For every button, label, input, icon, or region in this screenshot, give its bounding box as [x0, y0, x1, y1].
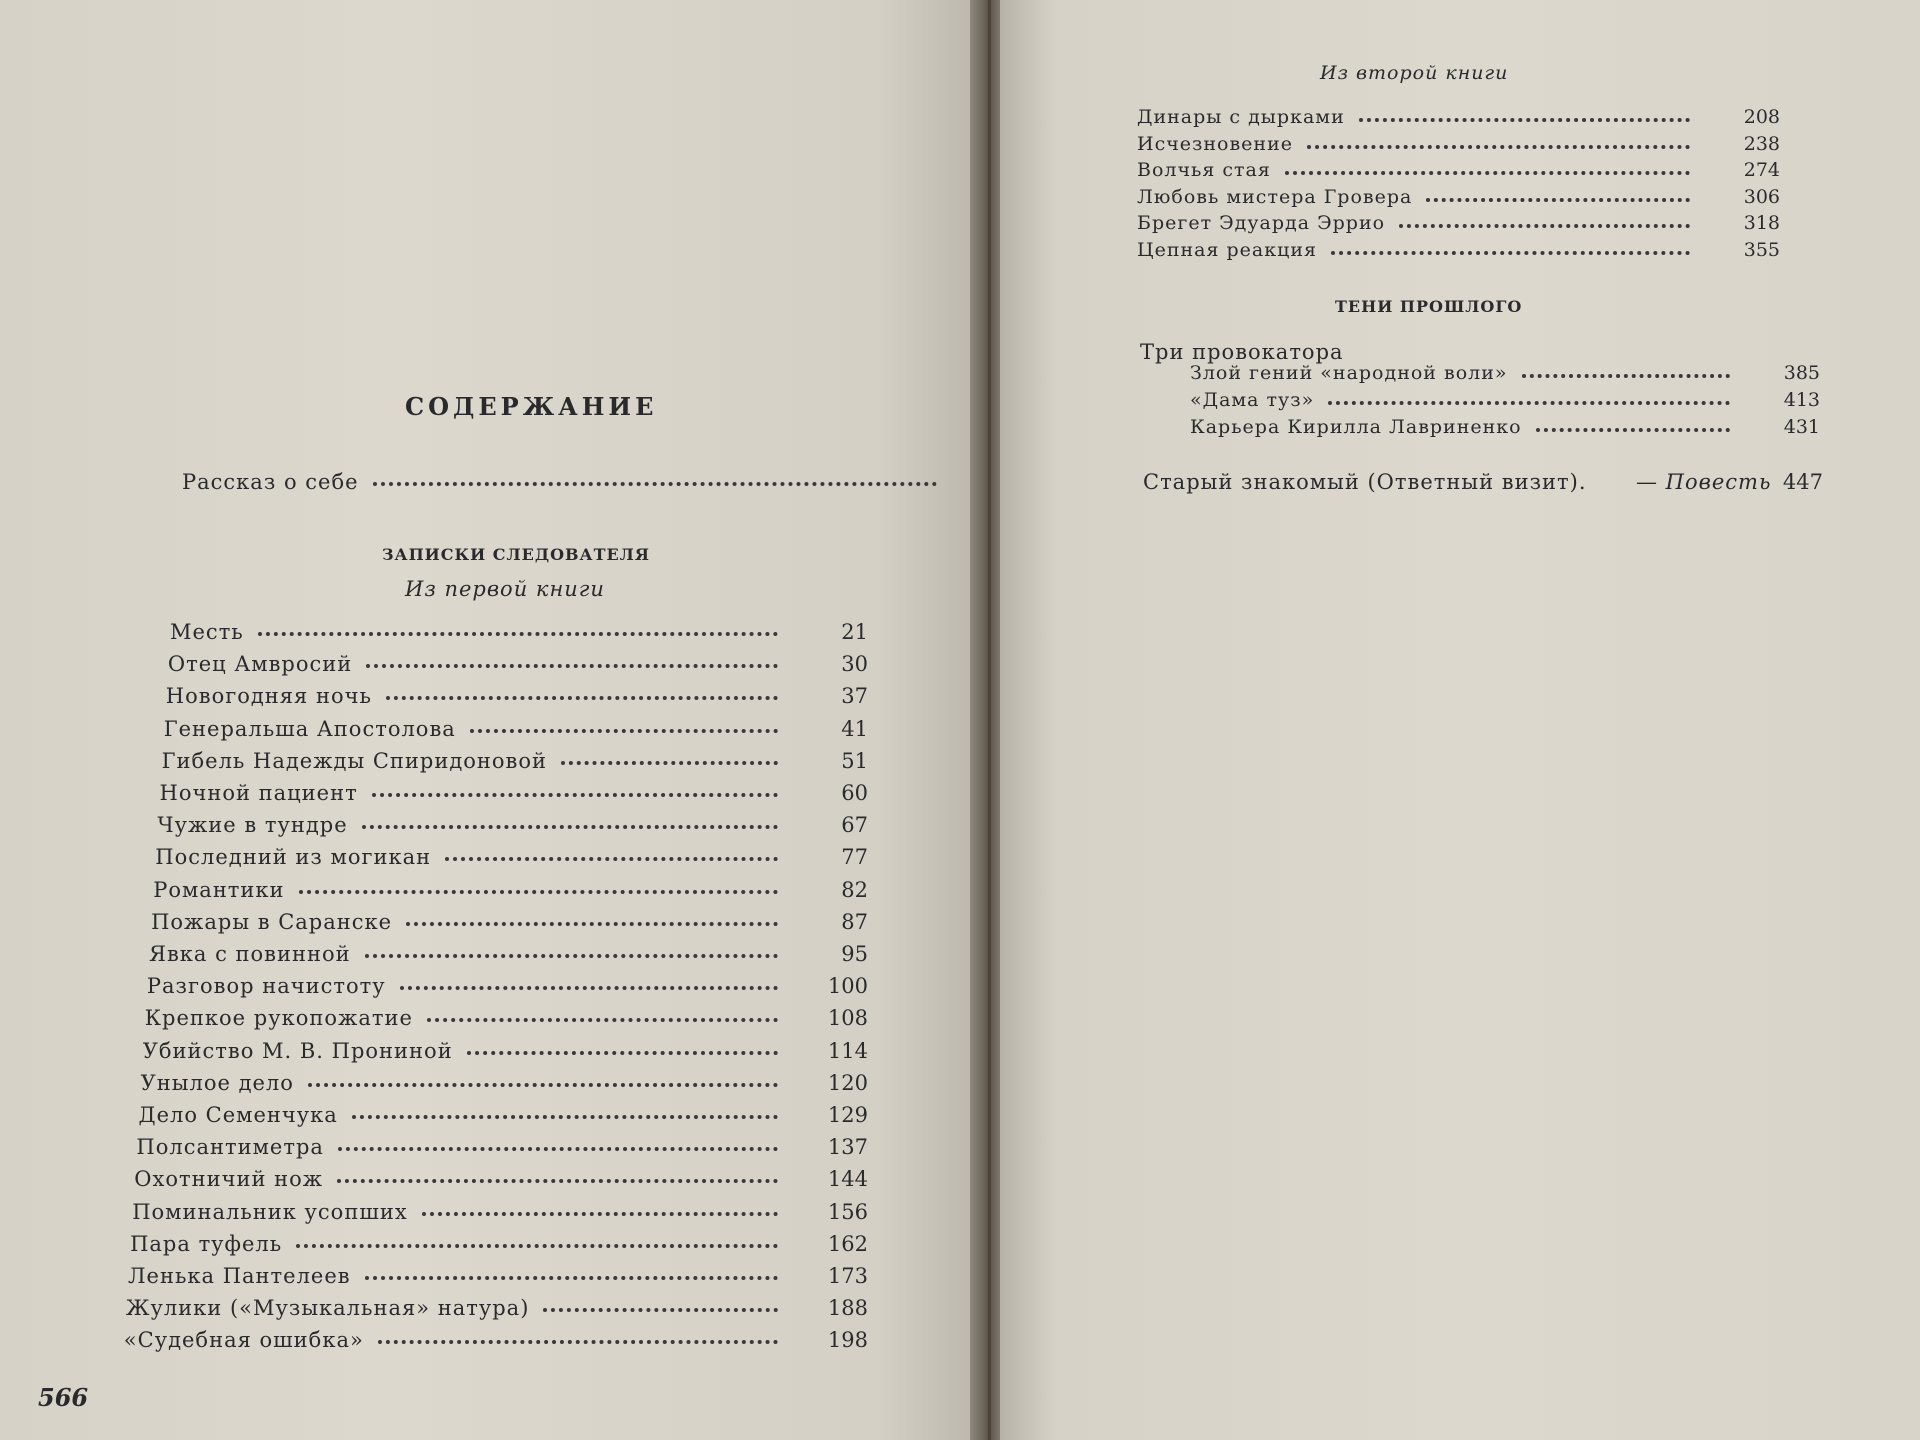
entry-page: 318: [1743, 212, 1780, 235]
dot-leader: [543, 1302, 778, 1312]
entry-title: Полсантиметра: [136, 1135, 324, 1160]
dot-leader: [337, 1173, 778, 1183]
entry-page: 41: [841, 716, 868, 741]
entry-page: 413: [1783, 389, 1820, 411]
entry-title: Гибель Надежды Спиридоновой: [161, 748, 548, 773]
entry-page: 198: [827, 1328, 868, 1353]
toc-entry-intro: [182, 470, 842, 498]
entry-title: Явка с повинной: [149, 942, 351, 966]
toc-entry: [149, 942, 868, 970]
entry-title: Рассказ о себе: [182, 470, 359, 494]
entry-title: Последний из могикан: [155, 845, 432, 870]
entry-title: Поминальник усопших: [132, 1199, 408, 1224]
entry-title: Ночной пациент: [159, 781, 358, 805]
entry-page: 156: [827, 1199, 868, 1224]
entry-title: Цепная реакция: [1137, 239, 1317, 261]
entry-page: 37: [841, 684, 868, 709]
entry-page: 114: [827, 1038, 868, 1063]
entry-title: Карьера Кирилла Лавриненко: [1190, 416, 1522, 438]
toc-entry: [124, 1328, 868, 1356]
entry-page: 82: [841, 877, 868, 902]
entry-page: 87: [841, 909, 868, 934]
entry-title: Дело Семенчука: [138, 1103, 338, 1127]
dot-leader: [1522, 368, 1731, 378]
entry-title: Месть: [170, 620, 244, 644]
entry-title: Разговор начистоту: [146, 974, 386, 999]
dot-leader: [373, 476, 937, 486]
contents-title: СОДЕРЖАНИЕ: [405, 392, 658, 421]
entry-title: Охотничий нож: [134, 1167, 324, 1192]
entry-title: Жулики («Музыкальная» натура): [125, 1296, 530, 1321]
dot-leader: [366, 658, 778, 668]
toc-entry: [1190, 362, 1820, 390]
entry-subtitle: — Повесть: [1636, 470, 1772, 494]
entry-page: 173: [827, 1264, 868, 1288]
entry-page: 108: [827, 1006, 868, 1031]
toc-entry: [143, 1039, 868, 1067]
entry-title: Брегет Эдуарда Эррио: [1137, 212, 1386, 235]
entry-page: 208: [1743, 106, 1780, 128]
entry-page: 120: [827, 1070, 868, 1095]
toc-entry: [139, 1103, 869, 1131]
dot-leader: [386, 690, 778, 700]
toc-entry: [162, 749, 868, 777]
entry-page: 67: [841, 813, 868, 838]
dot-leader: [365, 948, 778, 958]
entry-page: 431: [1783, 416, 1820, 438]
entry-page: 385: [1783, 362, 1820, 384]
entry-page: 77: [841, 845, 868, 870]
entry-page: 306: [1743, 185, 1780, 208]
entry-title: Исчезновение: [1137, 132, 1293, 155]
entry-title: Чужие в тундре: [157, 813, 348, 838]
dot-leader: [299, 884, 778, 894]
entry-page: 144: [827, 1167, 868, 1192]
entry-title: Убийство М. В. Прониной: [142, 1038, 453, 1063]
dot-leader: [406, 916, 778, 926]
toc-entry: [132, 1200, 868, 1228]
entry-title: Романтики: [153, 877, 285, 902]
toc-entry: [145, 1006, 868, 1034]
dot-leader: [296, 1238, 778, 1248]
entry-page: 238: [1743, 132, 1780, 155]
dot-leader: [427, 1012, 778, 1022]
toc-entry: [168, 652, 868, 680]
entry-page: 30: [841, 652, 868, 677]
dot-leader: [400, 980, 778, 990]
toc-entry: [1137, 133, 1780, 161]
toc-entry: [1190, 416, 1820, 444]
entry-page: 21: [841, 620, 868, 644]
entry-page: 129: [827, 1103, 868, 1127]
entry-title: Новогодняя ночь: [165, 684, 372, 709]
right-page: [1000, 0, 1920, 1440]
dot-leader: [1426, 192, 1690, 202]
entry-title: «Дама туз»: [1190, 389, 1315, 411]
dot-leader: [378, 1334, 778, 1344]
toc-entry: [141, 1071, 868, 1099]
dot-leader: [1399, 218, 1690, 228]
entry-title: Пожары в Саранске: [151, 909, 393, 934]
entry-title: «Судебная ошибка»: [123, 1328, 364, 1353]
toc-entry: [1137, 186, 1780, 214]
dot-leader: [1536, 422, 1730, 432]
dot-leader: [352, 1109, 778, 1119]
toc-entry: [151, 910, 868, 938]
entry-page: 60: [841, 781, 868, 805]
dot-leader: [1331, 245, 1690, 255]
entry-title: Злой гений «народной воли»: [1190, 362, 1508, 384]
entry-title: Унылое дело: [140, 1070, 294, 1095]
dot-leader: [258, 626, 778, 636]
entry-title: Динары с дырками: [1137, 106, 1345, 128]
toc-entry: [134, 1167, 868, 1195]
group-title: Три провокатора: [1140, 340, 1344, 364]
entry-page: 100: [827, 974, 868, 999]
toc-entry: [1190, 389, 1820, 417]
dot-leader: [1285, 165, 1690, 175]
toc-entry: [160, 781, 869, 809]
dot-leader: [372, 787, 778, 797]
entry-page: 51: [841, 748, 868, 773]
section-title-shadows: ТЕНИ ПРОШЛОГО: [1335, 297, 1523, 316]
toc-entry: [126, 1296, 868, 1324]
entry-page: 137: [827, 1135, 868, 1160]
book-one-title: Из первой книги: [405, 577, 605, 601]
dot-leader: [308, 1077, 778, 1087]
dot-leader: [1359, 112, 1690, 122]
entry-page: 274: [1743, 159, 1780, 182]
toc-entry: [164, 717, 868, 745]
dot-leader: [445, 851, 778, 861]
toc-entry: [170, 620, 868, 648]
entry-title: Пара туфель: [130, 1231, 283, 1256]
entry-page: 447: [1782, 470, 1823, 494]
entry-title: Старый знакомый (Ответный визит).: [1143, 470, 1587, 494]
entry-title: Волчья стая: [1137, 159, 1271, 182]
dot-leader: [365, 1270, 778, 1280]
book-gutter: [970, 0, 1004, 1440]
entry-title: Ленька Пантелеев: [128, 1264, 351, 1288]
section-title: ЗАПИСКИ СЛЕДОВАТЕЛЯ: [382, 545, 650, 564]
dot-leader: [561, 755, 778, 765]
toc-entry: [136, 1135, 868, 1163]
entry-title: Отец Амвросий: [167, 652, 353, 677]
book-gutter-edge: [988, 0, 991, 1440]
dot-leader: [338, 1141, 778, 1151]
entry-page: 95: [841, 942, 868, 966]
toc-entry: [147, 974, 868, 1002]
toc-entry: [130, 1232, 868, 1260]
entry-title: Генеральша Апостолова: [163, 716, 456, 741]
entry-page: 162: [827, 1231, 868, 1256]
toc-entry: [1137, 212, 1780, 240]
dot-leader: [1307, 139, 1690, 149]
toc-entry: [1137, 159, 1780, 187]
dot-leader: [362, 819, 778, 829]
dot-leader: [422, 1206, 778, 1216]
entry-page: 188: [827, 1296, 868, 1321]
toc-entry-final: [1143, 470, 1823, 498]
toc-entry: [166, 684, 868, 712]
entry-title: Любовь мистера Гровера: [1137, 185, 1413, 208]
dot-leader: [470, 723, 778, 733]
entry-page: 355: [1743, 239, 1780, 261]
toc-entry: [153, 878, 868, 906]
toc-entry: [1137, 239, 1780, 267]
page-number: 566: [38, 1383, 89, 1412]
dot-leader: [467, 1045, 778, 1055]
dot-leader: [1328, 395, 1730, 405]
toc-entry: [128, 1264, 868, 1292]
entry-title: Крепкое рукопожатие: [144, 1006, 413, 1031]
book-two-title: Из второй книги: [1320, 62, 1509, 84]
toc-entry: [157, 813, 868, 841]
toc-entry: [155, 845, 868, 873]
toc-entry: [1137, 106, 1780, 134]
